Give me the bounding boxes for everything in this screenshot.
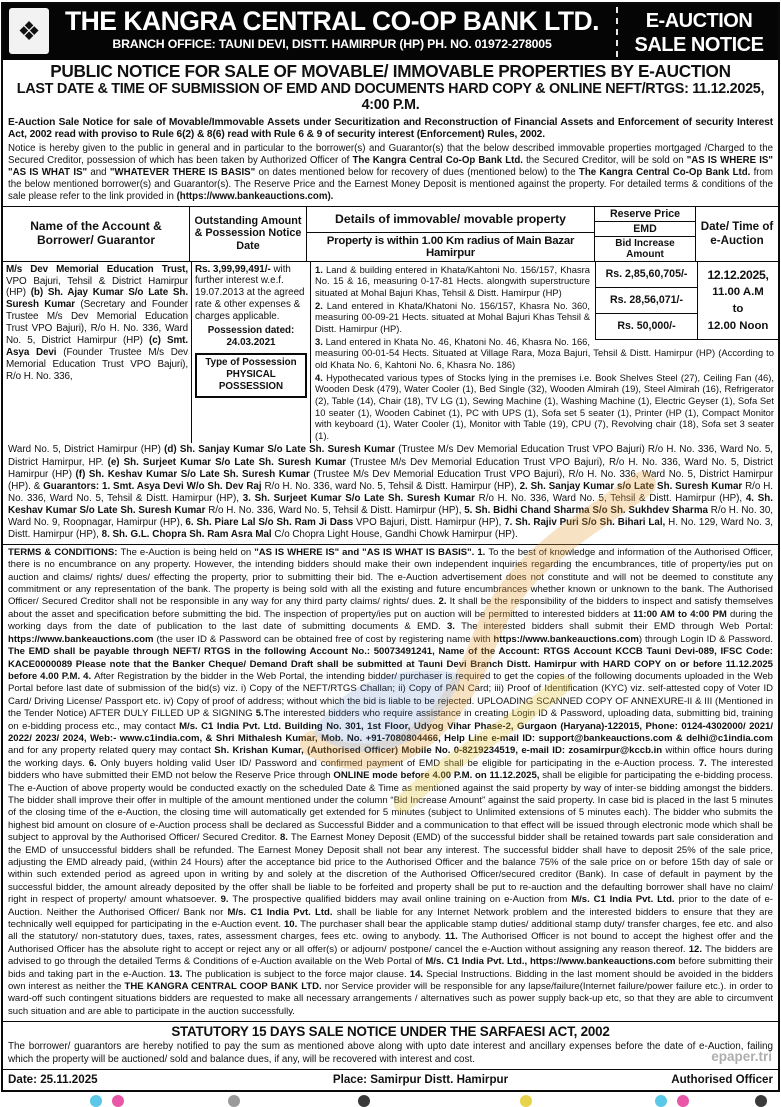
notice-subtitle: LAST DATE & TIME OF SUBMISSION OF EMD AND DOCUMENTS HARD COPY & ONLINE NEFT/RTGS: 11.12.2025, 4:00 P.M. <box>16 80 765 113</box>
masthead <box>3 4 778 60</box>
possession-type-value: PHYSICAL POSSESSION <box>218 369 284 393</box>
header-auction-datetime: Date/ Time of e-Auction <box>700 220 774 247</box>
outstanding-cell <box>192 262 311 444</box>
eauction-sale-notice-badge <box>625 7 773 57</box>
footer-signatory: Authorised Officer <box>671 1073 773 1087</box>
property-item: 4. Hypothecated various types of Stocks lying in the premises i.e. Book Shelves Steel (27), Ceiling Fan (46), Wooden Desk (479), Water Cooler (1), Bed Single (32), Wooden Almirah (19), Steel Almirah (16), Refrigerator (2), Table (14), Chair (18), TV LG (1), Sewing Machine (1), Washing Machine (1), Electric Geyser (1), Sofa Set 10 seater (1), Wooden Cabinet (1), PC with UPS (1), Sofa set 5 seater (1), Printer (HP (1), Compact Monitor with keyboard (1), Water Cooler (1), Monitor with Table (19), CPU (7), Revolving chair (18), Sofa set 3 seater (1). <box>315 371 774 441</box>
badge-line1: E-AUCTION <box>645 10 753 32</box>
branch-office-line: BRANCH OFFICE: TAUNI DEVI, DISTT. HAMIRPUR (HP) PH. NO. 01972-278005 <box>112 37 552 52</box>
header-borrower: Name of the Account & Borrower/ Guarantor <box>3 207 190 261</box>
header-reserve-price: Reserve Price <box>609 207 681 220</box>
borrower-cell: M/s Dev Memorial Education Trust, VPO Bajuri, Tehsil & District Hamirpur (HP) (b) Sh. Ajay Kumar S/o Late Sh. Suresh Kumar (Secretary and Founder Trustee M/s Dev Memorial Education Trust VPO Bajuri), R/o H. No. 336, Ward No. 5, District Hamirpur (HP) (c) Smt. Asya Devi (Founder Trustee M/s Dev Memorial Education Trust VPO Bajuri), R/o H. No. 336, <box>3 262 192 444</box>
property-details-cell <box>311 262 778 444</box>
header-details <box>307 207 595 261</box>
auction-table <box>3 206 778 444</box>
auction-time-end: 12.00 Noon <box>707 320 769 333</box>
possession-type-label: Type of Possession <box>205 356 297 368</box>
auction-time-start: 11.00 A.M <box>712 285 764 298</box>
statutory-heading: STATUTORY 15 DAYS SALE NOTICE UNDER THE SARFAESI ACT, 2002 <box>171 1024 610 1040</box>
possession-type-box <box>195 353 307 398</box>
property-item: 2. Land entered in Khata/Khatoni No. 156/157, Khasra No. 360, measuring 00-09-21 Hects. situated at Mohal Bajuri Khas Tehsil & Distt. Hamirpur (HP). <box>315 299 590 334</box>
bank-name: THE KANGRA CENTRAL CO-OP BANK LTD. <box>64 6 600 36</box>
header-outstanding: Outstanding Amount & Possession Notice Date <box>190 207 307 261</box>
auction-datetime-cell <box>698 262 778 339</box>
auction-date: 12.12.2025, <box>707 267 769 282</box>
notice-title: PUBLIC NOTICE FOR SALE OF MOVABLE/ IMMOVABLE PROPERTIES BY E-AUCTION <box>50 61 731 81</box>
header-bid-increase: Bid Increase Amount <box>595 236 695 261</box>
table-row <box>3 262 778 444</box>
header-emd: EMD <box>595 221 695 236</box>
header-details-line1: Details of immovable/ movable property <box>335 212 566 227</box>
outstanding-amount: Rs. 3,99,99,491/- with further interest w.e.f. 19.07.2013 at the agreed rate & other expenses & charges applicable. <box>195 263 305 322</box>
public-notice-page <box>1 2 780 1092</box>
footer-place: Place: Samirpur Distt. Hamirpur <box>332 1073 509 1087</box>
bank-emblem-icon: ❖ <box>17 16 41 46</box>
bank-logo <box>9 8 49 54</box>
borrowers-guarantors-continued: Ward No. 5, District Hamirpur (HP) (d) Sh. Sanjay Kumar S/o Late Sh. Suresh Kumar (Trustee M/s Dev Memorial Education Trust VPO Bajuri) R/o H. No. 336, Ward No. 5, District Hamirpur, HP. (e) Sh. Surjeet Kumar S/o Late Sh. Suresh Kumar (Trustee M/s Dev Memorial Education Trust VPO Bajuri), R/o H. No. 336, Ward No. 5, District Hamirpur (HP) (f) Sh. Keshav Kumar S/o Late Sh. Suresh Kumar (Trustee M/s Dev Memorial Education Trust VPO Bajuri), R/o H. No. 336, Ward No. 5, District Hamirpur (HP). & Guarantors: 1. Smt. Asya Devi W/o Sh. Dev Raj R/o H. No. 336, ward No. 5, Tehsil & Distt. Hamirpur (HP), 2. Sh. Sanjay Kumar s/o Late Sh. Suresh Kumar R/o H. No. 336, Ward No. 5, Tehsil & Distt. Hamirpur (HP), 3. Sh. Surjeet Kumar S/o Late Sh. Suresh Kumar R/o H. No. 336, Ward No. 5, Tehsil & Distt. Hamirpur (HP), 4. Sh. Keshav Kumar S/o Late Sh. Suresh Kumar R/o H. No. 336, Ward No. 5, Tehsil & Distt. Hamirpur (HP), 5. Sh. Bidhi Chand Sharma S/o Sh. Sukhdev Sharma R/o H. No. 30, Ward No. 9, Roopnagar, Hamirpur (HP), 6. Sh. Piare Lal S/o Sh. Ram Ji Dass VPO Bajuri, Distt. Hamirpur (HP), 7. Sh. Rajiv Puri S/o Sh. Bihari Lal, H. No. 129, Ward No. 3, Distt. Hamirpur (HP), 8. Sh. G.L. Chopra Sh. Ram Asra Mal C/o Chopra Light House, Gandhi Chowk Hamirpur (HP). <box>8 444 774 540</box>
epaper-watermark-text: epaper.tri <box>711 1049 772 1065</box>
footer-date: Date: 25.11.2025 <box>8 1073 98 1087</box>
possession-dated-value: 24.03.2021 <box>226 337 276 349</box>
bid-increase-value: Rs. 50,000/- <box>596 313 697 339</box>
property-item: 1. Land & building entered in Khata/Kahtoni No. 156/157, Khasra No. 15 & 16, measuring 0-17-81 Hects. alongwith superstructure situated at Mohal Bajuri Khas, Tehsil & Distt. Hamirpur (HP) <box>315 263 590 298</box>
badge-line2: SALE NOTICE <box>634 34 764 56</box>
price-date-block <box>595 262 778 340</box>
property-item: 3. Land entered in Khata No. 46, Khatoni No. 46, Khasra No. 166, measuring 00-01-54 Hects. Situated at Village Rara, Moza Bajuri, Tehsil & Distt. Hamirpur (HP) (According to old Khata No. 6, Kahtoni No. 6, Khasra No. 186) <box>315 335 774 370</box>
masthead-divider <box>616 7 618 57</box>
header-details-line2: Property is within 1.00 Km radius of Main Bazar Hamirpur <box>307 232 594 261</box>
possession-dated-label: Possession dated: <box>207 325 295 337</box>
emd-value: Rs. 28,56,071/- <box>596 287 697 313</box>
header-price-stack <box>595 207 696 261</box>
terms-and-conditions: TERMS & CONDITIONS: The e-Auction is being held on "AS IS WHERE IS" and "AS IS WHAT IS BASIS". 1. To the best of knowledge and information of the Authorised Officer, there is no encumbrance on any property. However, the intending bidders should make their own independent inquiries regarding the encumbrances, title of property/ies put on auction and claims/ rights/ dues/ effecting the property, prior to submitting their bid. The e-Auction advertisement does not constitute and will not be deemed to constitute any commitment or any representation of the bank. The property is being sold with all the existing and future encumbrances whether known or unknown to the bank. The Authorised Officer/ Secured Creditor shall not be responsible in any way for any third party claims/ rights/ dues. 2. It shall be the responsibility of the bidders to inspect and satisfy themselves about the asset and specification before submitting the bid. The inspection of property/ies put on auction will be permitted to interested bidders at 11:00 AM to 4:00 PM during the working days from the date of publication to the last date of submitting documents & EMD. 3. The interested bidders shall submit their EMD through Web Portal: https://www.bankeauctions.com (the user ID & Password can be obtained free of cost by registering name with https://www.bankeauctions.com) through Login ID & Password. The EMD shall be payable through NEFT/ RTGS in the following Account No.: 50073491241, Name of the Account: RTGS Account KCCB Tauni Devi-089, IFSC Code: KACE0000089 Please note that the Banker Cheque/ Demand Draft shall be submitted at Tauni Devi Branch Distt. Hamirpur with HARD COPY on or before 11.12.2025 before 4.00 P.M. 4. After Registration by the bidder in the Web Portal, the intending bidder/ purchaser is required to get the copies of the following documents uploaded in the Web Portal before last date of submission of the bid(s) viz. i) Copy of the NEFT/RTGS Challan; ii) Copy of PAN Card; iii) Proof of Identification (KYC) viz. self-attested copy of Voter ID Card/ Driving License/ Passport etc. iv) Copy of proof of address; without which the bid is liable to be rejected. UPLOADING SCANNED COPY OF ANNEXURE-II & III (Mentioned in the Tender Notice) AFTER DULY FILLED UP & SIGNING 5.The interested bidders who require assistance in creating Login ID & Password, uploading data, submitting bid, training on e-bidding process etc., may contact M/s. C1 India Pvt. Ltd. Building No. 301, 1st Floor, Udyog Vihar Phase-2, Gurgaon (Haryana)-122015, Phone: 0124-4302000/ 2021/ 2022/ 2023/ 2024, Web:- www.c1india.com, & Shri Mithalesh Kumar, Mob. No. +91-7080804466, Help Line e-mail ID: support@bankeauctions.com & delhi@c1india.com and for any property related query may contact Sh. Krishan Kumar, (Authorised Officer) Mobile No. 0-8219234519, e-mail ID: zosamirpur@kccb.in within office hours during the working days. 6. Only buyers holding valid User ID/ Password and confirmed payment of EMD shall be eligible for participating in the e-Auction process. 7. The interested bidders who have submitted their EMD not below the Reserve Price through ONLINE mode before 4.00 P.M. on 11.12.2025, shall be eligible for participating the e-bidding process. The e-Auction of above property would be conducted exactly on the scheduled Date & Time as mentioned against the said property by way of inter-se bidding amongst the bidders. The bidder shall improve their offer in multiple of the amount mentioned under the column “Bid Increase Amount” against the said property. In case bid is placed in the last 5 minutes of the closing time of the e-Auction, the closing time will automatically get extended for 5 minutes (subject to Unlimited extensions of 5 minutes each). The bidder who submits the highest bid amount on closure of e-Auction process shall be declared as Successful Bidder and a communication to that effect will be issued through electronic mode which shall be subject to approval by the Authorised Officer/ Secured Creditor. 8. The Earnest Money Deposit (EMD) of the successful bidder shall be retained towards part sale consideration and the EMD of unsuccessful bidders shall be refunded. The Earnest Money Deposit shall not bear any interest. The successful bidder shall have to deposit 25% of the sale price, adjusting the EMD already paid, (within 24 Hours) after the acceptance bid price to the Authorised Officer and the balance 75% of the sale price on or before 15th day of sale or within such extended period as agreed upon in writing by and solely at the discretion of the Authorised Officer/secured creditor (Bank). In case of default in payment by the successful bidder, the amount already deposited by the offer shall be liable to be forfeited and property shall be put to re-auction and the defaulting borrower shall have no claim/ right in respect of property/ amount whatsoever. 9. The prospective qualified bidders may avail online training on e-Auction from M/s. C1 India Pvt. Ltd. prior to the date of e-Auction. Neither the Authorised Officer/ Bank nor M/s. C1 India Pvt. Ltd. shall be liable for any Internet Network problem and the interested bidders to ensure that they are technically well equipped for participating in the e-Auction event. 10. The purchaser shall bear the applicable stamp duties/ additional stamp duty/ transfer charges, fee etc. and also all the statutory/ non-statutory dues, taxes, rates, assessment charges, fees etc. owing to anybody. 11. The Authorised Officer is not bound to accept the highest offer and the Authorised Officer has the absolute right to accept or reject any or all offer(s) or adjourn/ postpone/ cancel the e-Auction without assigning any reason thereof. 12. The bidders are advised to go through the detailed Terms & Conditions of e-Auction available on the Web Portal of M/s. C1 India Pvt. Ltd., https://www.bankeauctions.com before submitting their bids and taking part in the e-Auction. 13. The publication is subject to the force major clause. 14. Special Instructions. Bidding in the last moment should be avoided in the bidders own interest as neither the THE KANGRA CENTRAL COOP BANK LTD. nor Service provider will be responsible for any lapse/failure(Internet failure/power failure etc.). in order to ward-off such contingent situations bidders are requested to make all necessary arrangements / alternatives such as power supply back-up etc, so that they are able to circumvent such situation and are able to participate in the auction successfully. <box>3 544 778 1021</box>
act-reference-paragraph: E-Auction Sale Notice for sale of Movable/Immovable Assets under Securitization and Reconstruction of Financial Assets and Enforcement of security Interest Act, 2002 read with proviso to Rule 6(2) & 8(6) read with Rule 6 & 9 of security interest (Enforcement) Rules, 2002. <box>8 116 773 141</box>
table-header-row <box>3 207 778 262</box>
statutory-notice-section <box>3 1021 778 1069</box>
statutory-paragraph: The borrower/ guarantors are hereby notified to pay the sum as mentioned above along with upto date interest and ancillary expenses before the date of e-Auction, failing which the property will be auctioned/ sold and balance dues, if any, will be recovered with interest and cost. <box>8 1041 773 1065</box>
print-registration-marks <box>0 1093 781 1102</box>
auction-time-to: to <box>732 303 744 316</box>
masthead-center <box>55 7 609 57</box>
price-stack <box>596 262 698 339</box>
notice-footer <box>3 1069 778 1090</box>
notice-paragraph: Notice is hereby given to the public in general and in particular to the borrower(s) and Guarantor(s) that the below described immovable properties mortgaged /Charged to the Secured Creditor, possession of which has been taken by Authorized Officer of The Kangra Central Co-Op Bank Ltd. the Secured Creditor, will be sold on "AS IS WHERE IS" "AS IS WHAT IS" and "WHATEVER THERE IS BASIS" on dates mentioned below for recovery of dues (mentioned below) to the The Kangra Central Co-Op Bank Ltd. from the below mentioned borrower(s) and Guarantor(s). The Reserve Price and the Earnest Money Deposit is mentioned against the property. For detailed terms & conditions of the sale please refer to the link provided in (https://www.bankeauctions.com). <box>8 143 773 202</box>
reserve-price-value: Rs. 2,85,60,705/- <box>605 267 688 280</box>
